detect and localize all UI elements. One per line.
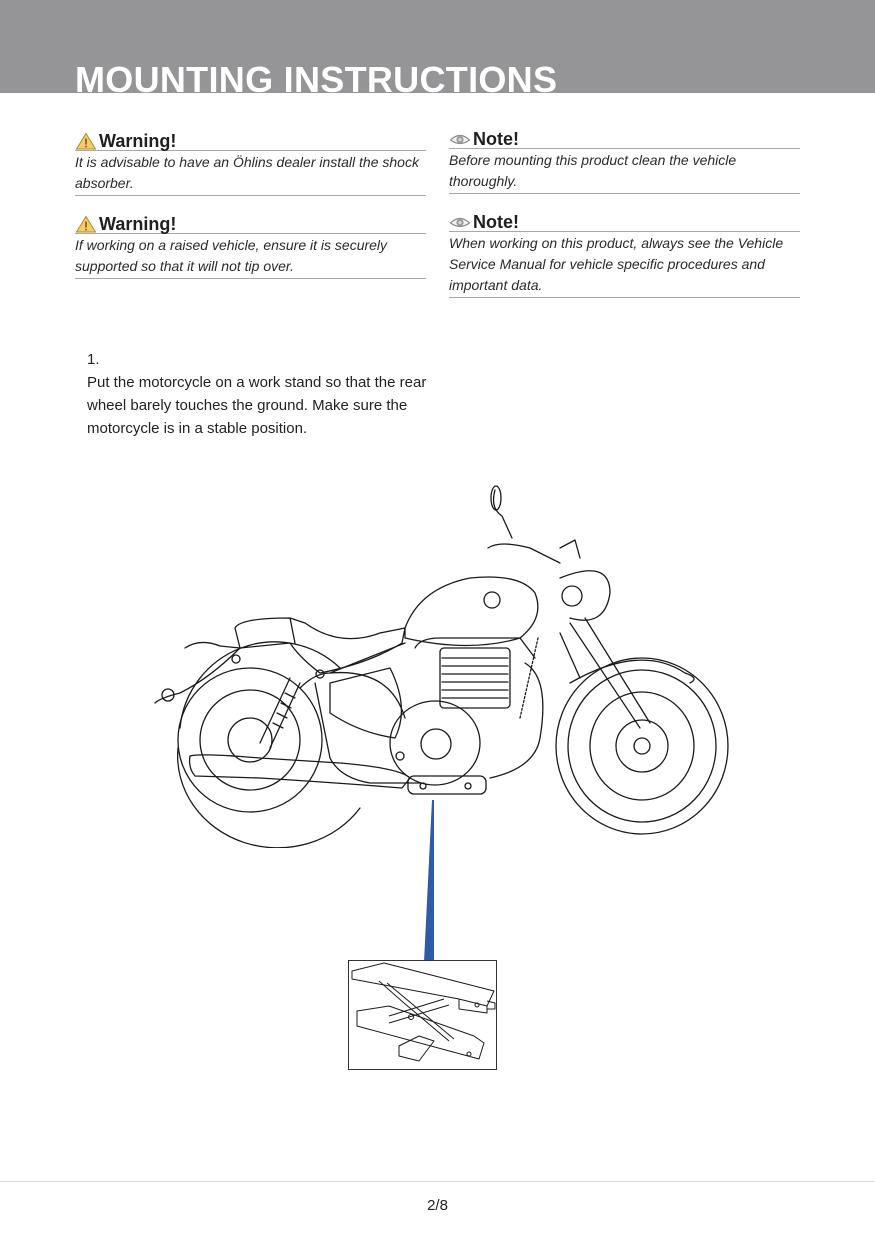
page-title: MOUNTING INSTRUCTIONS — [75, 60, 558, 93]
step-text: Put the motorcycle on a work stand so that the rear wheel barely touches the ground. Make sure the motorcycle is in a stable position. — [87, 374, 427, 437]
work-stand-inset — [348, 960, 497, 1070]
callout-text: Before mounting this product clean the vehicle thoroughly. — [449, 149, 800, 194]
front-wheel-drawing — [556, 658, 728, 834]
stand-pointer-line — [420, 800, 440, 962]
warning-triangle-icon — [75, 215, 97, 233]
footer-divider — [0, 1181, 875, 1182]
callout-title: Warning! — [99, 131, 177, 151]
callout-title: Note! — [473, 212, 519, 232]
callout-title: Warning! — [99, 214, 177, 234]
warning-callout-dealer-install — [75, 130, 426, 196]
motorcycle-illustration — [140, 478, 740, 848]
note-callout-clean-vehicle — [449, 128, 800, 194]
scissor-jack-drawing — [349, 961, 496, 1069]
warning-triangle-icon — [75, 132, 97, 150]
callout-header — [449, 128, 800, 149]
callout-text: If working on a raised vehicle, ensure it is securely supported so that it will not tip over. — [75, 234, 426, 279]
instruction-step — [87, 348, 427, 440]
callout-text: When working on this product, always see the Vehicle Service Manual for vehicle specific procedures and important data. — [449, 232, 800, 298]
note-callout-service-manual — [449, 211, 800, 298]
page-number: 2/8 — [427, 1197, 448, 1214]
warning-callout-raised-vehicle — [75, 213, 426, 279]
callout-header — [449, 211, 800, 232]
callout-header — [75, 130, 426, 151]
callout-title: Note! — [473, 129, 519, 149]
eye-icon — [449, 130, 471, 148]
step-number: 1. — [87, 351, 100, 368]
callout-header — [75, 213, 426, 234]
callout-text: It is advisable to have an Öhlins dealer install the shock absorber. — [75, 151, 426, 196]
eye-icon — [449, 213, 471, 231]
